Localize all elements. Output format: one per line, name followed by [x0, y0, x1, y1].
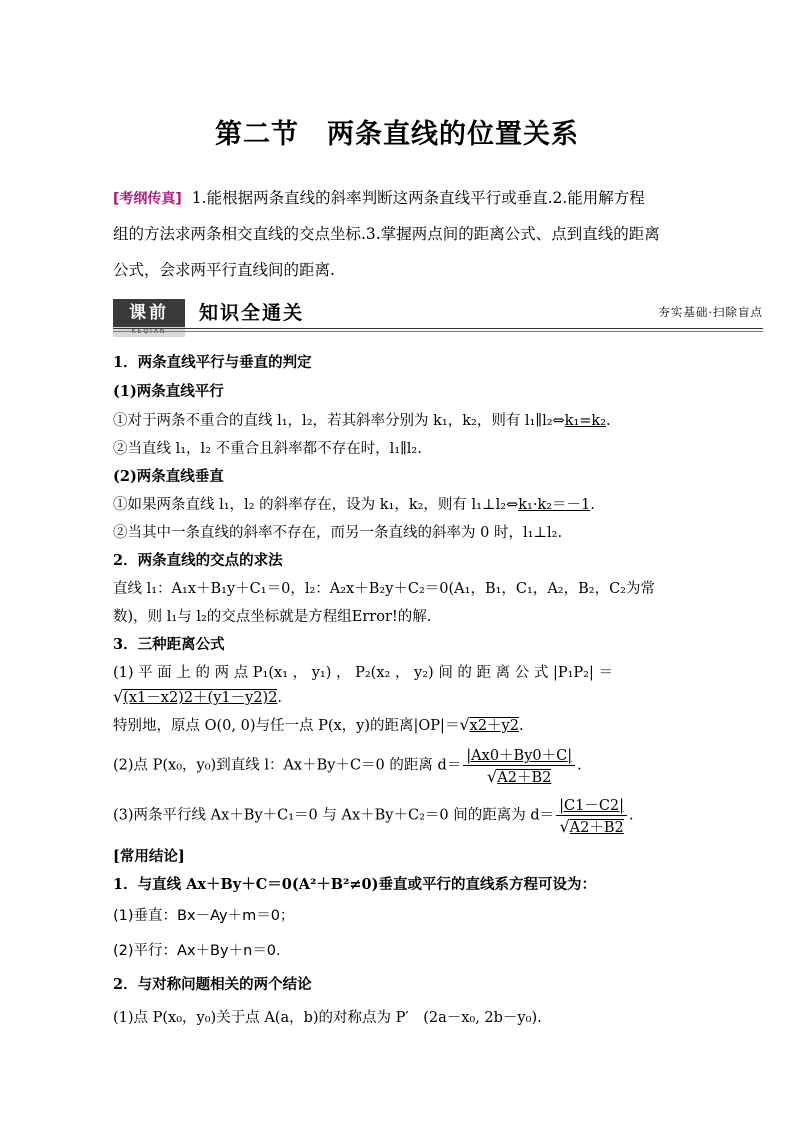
answer-blank: k₁=k₂ — [564, 413, 607, 429]
outline-tag: [考纲传真] — [113, 191, 182, 207]
conclusions-heading: [常用结论] — [113, 848, 185, 865]
heading-1a: (1)两条直线平行 — [113, 383, 224, 400]
text-3b: 特别地，原点 O(0, 0)与任一点 P(x，y)的距离|OP|＝√ x2＋y2. — [113, 714, 524, 735]
text-1a1: ①对于两条不重合的直线 l₁，l₂，若其斜率分别为 k₁，k₂，则有 l₁∥l₂⇔k₁=k₂. — [113, 413, 611, 429]
banner-rule — [113, 328, 763, 329]
section-banner — [113, 297, 763, 337]
heading-3: 3．三种距离公式 — [113, 636, 225, 653]
outline-line-2: 组的方法求两条相交直线的交点坐标.3.掌握两点间的距离公式、点到直线的距离 — [113, 225, 660, 243]
text-1b1: ①如果两条直线 l₁，l₂ 的斜率存在，设为 k₁，k₂，则有 l₁⊥l₂⇔k₁·k₂＝－1. — [113, 497, 595, 513]
text-3a: (1) 平 面 上 的 两 点 P₁(x₁ ， y₁) ， P₂(x₂ ， y₂) 间 的 距 离 公 式 |P₁P₂| ＝ — [113, 665, 613, 681]
section-badge: 课前 — [113, 299, 185, 327]
heading-1: 1．两条直线平行与垂直的判定 — [113, 354, 312, 371]
text-3c: (2)点 P(x₀，y₀)到直线 l：Ax＋By＋C＝0 的距离 d＝ |Ax0＋By0＋C| √ A2＋B2 . — [113, 744, 582, 787]
fraction: |C1－C2| √ A2＋B2 — [556, 794, 627, 837]
text-2a: 直线 l₁：A₁x＋B₁y＋C₁＝0，l₂：A₂x＋B₂y＋C₂＝0(A₁，B₁，C₁，A₂，B₂，C₂为常 — [113, 581, 655, 597]
conclusion-2: 2．与对称问题相关的两个结论 — [113, 976, 312, 993]
section-badge-sub: KEQIAN — [113, 327, 185, 337]
section-heading: 知识全通关 — [199, 302, 305, 324]
heading-2: 2．两条直线的交点的求法 — [113, 552, 283, 569]
outline-line-3: 公式，会求两平行直线间的距离. — [113, 261, 335, 279]
page-title: 第二节 两条直线的位置关系 — [215, 119, 579, 150]
heading-1b: (2)两条直线垂直 — [113, 468, 224, 485]
conclusion-1a: (1)垂直：Bx－Ay＋m＝0； — [113, 908, 295, 924]
formula-distance-two-points: √ (x1－x2)2＋(y1－y2)2. — [113, 686, 282, 707]
text-3d: (3)两条平行线 Ax＋By＋C₁＝0 与 Ax＋By＋C₂＝0 间的距离为 d＝ |C1－C2| √ A2＋B2 . — [113, 794, 634, 837]
text-2b: 数)，则 l₁与 l₂的交点坐标就是方程组Error!的解. — [113, 609, 432, 625]
section-tagline: 夯实基础·扫除盲点 — [658, 305, 763, 319]
answer-blank: k₁·k₂＝－1 — [518, 497, 591, 513]
conclusion-1b: (2)平行：Ax＋By＋n＝0. — [113, 943, 281, 959]
text-1b2: ②当其中一条直线的斜率不存在，而另一条直线的斜率为 0 时，l₁⊥l₂. — [113, 525, 563, 541]
outline-line-1: [考纲传真] 1.能根据两条直线的斜率判断这两条直线平行或垂直.2.能用解方程 — [113, 189, 645, 207]
banner-rule-thin — [113, 331, 763, 332]
fraction: |Ax0＋By0＋C| √ A2＋B2 — [463, 744, 575, 787]
conclusion-1: 1．与直线 Ax＋By＋C＝0(A²＋B²≠0)垂直或平行的直线系方程可设为： — [113, 876, 597, 893]
conclusion-2a: (1)点 P(x₀，y₀)关于点 A(a，b)的对称点为 P′ (2a－x₀, 2b－y₀). — [113, 1010, 542, 1026]
text-1a2: ②当直线 l₁，l₂ 不重合且斜率都不存在时，l₁∥l₂. — [113, 441, 422, 457]
